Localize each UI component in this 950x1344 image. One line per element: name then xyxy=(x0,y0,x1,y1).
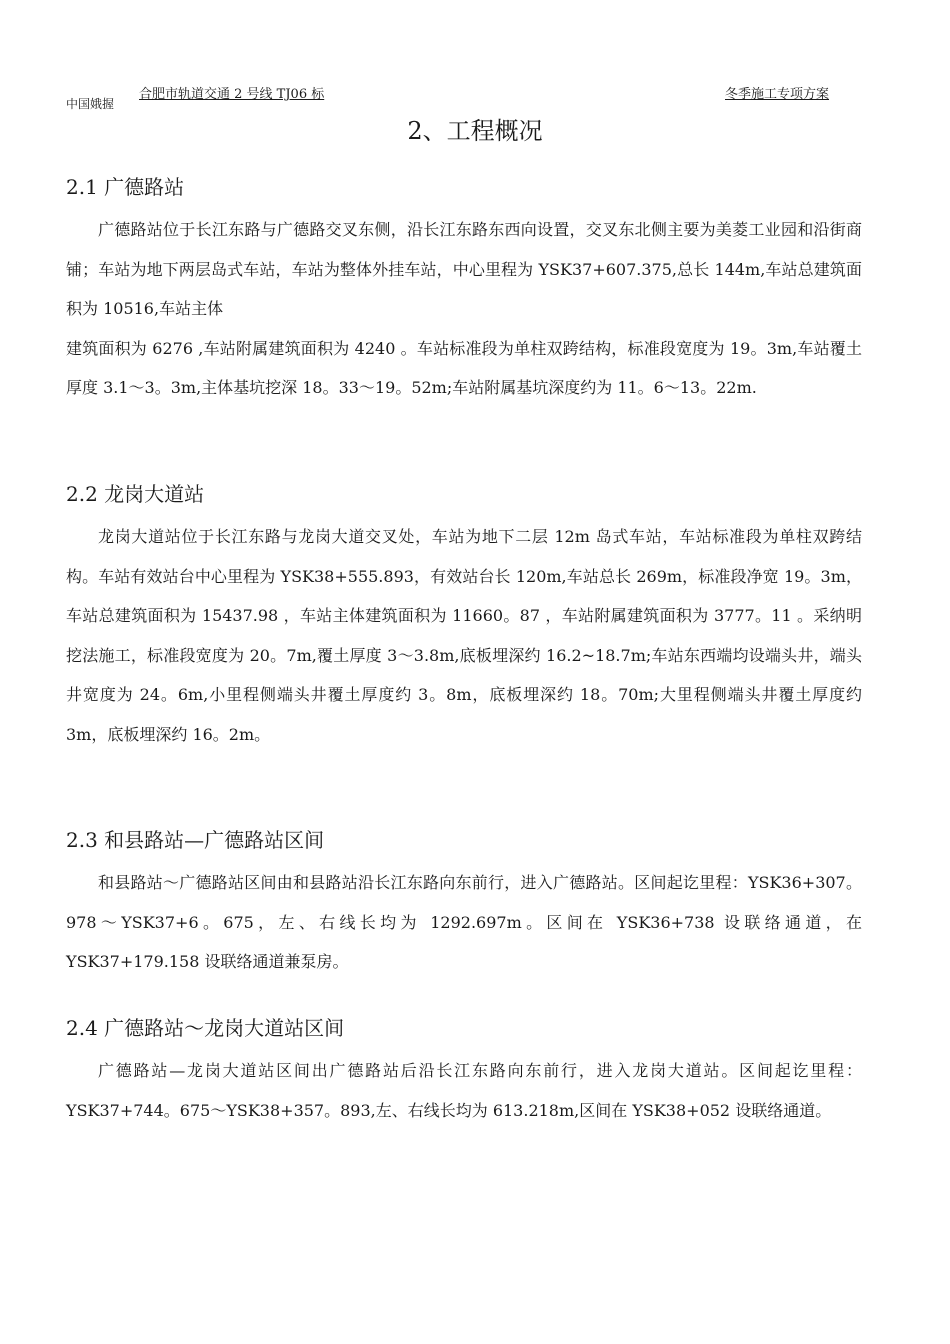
section-title: 2.4 广德路站〜龙岗大道站区间 xyxy=(66,1016,345,1040)
paragraph: 广德路站位于长江东路与广德路交叉东侧，沿长江东路东西向设置，交叉东北侧主要为美菱工业园和沿街商铺；车站为地下两层岛式车站，车站为整体外挂车站，中心里程为 YSK37+607.375,总长 144m,车站总建筑面积为 10516,车站主体 xyxy=(66,220,862,318)
header-project-name: 合肥市轨道交通 2 号线 TJ06 标 xyxy=(139,87,325,102)
paragraph: 龙岗大道站位于长江东路与龙岗大道交叉处，车站为地下二层 12m 岛式车站，车站标准段为单柱双跨结构。车站有效站台中心里程为 YSK38+555.893，有效站台长 120m,车站总长 269m，标准段净宽 19。3m，车站总建筑面积为 15437.98 ，车站主体建筑面积为 11660。87 ，车站附属建筑面积为 3777。11 。采纳明挖法施工，标准段宽度为 20。7m,覆土厚度 3〜3.8m,底板埋深约 16.2~18.7m;车站东西端均设端头井，端头井宽度为 24。6m,小里程侧端头井覆土厚度约 3。8m，底板埋深约 18。70m;大里程侧端头井覆土厚度约 3m，底板埋深约 16。2m。 xyxy=(66,527,862,744)
section-guangde-road-station xyxy=(66,172,862,408)
section-title: 2.2 龙岗大道站 xyxy=(66,482,205,506)
paragraph: 和县路站〜广德路站区间由和县路站沿长江东路向东前行，进入广德路站。区间起讫里程：YSK36+307。978〜YSK37+6。675，左、右线长均为 1292.697m。区间在 YSK36+738 设联络通道，在 YSK37+179.158 设联络通道兼泵房。 xyxy=(66,873,862,971)
section-longgang-avenue-station xyxy=(66,479,862,754)
section-title: 2.1 广德路站 xyxy=(66,175,185,199)
header-mark: 中国娥握 xyxy=(66,97,115,111)
paragraph: 广德路站—龙岗大道站区间出广德路站后沿长江东路向东前行，进入龙岗大道站。区间起讫里程：YSK37+744。675〜YSK38+357。893,左、右线长均为 613.218m,区间在 YSK38+052 设联络通道。 xyxy=(66,1061,862,1120)
header-document-type: 冬季施工专项方案 xyxy=(725,87,830,102)
section-guangde-longgang-interval xyxy=(66,1013,862,1130)
section-hexian-guangde-interval xyxy=(66,825,862,982)
page-title: 2、工程概况 xyxy=(407,117,543,145)
section-title: 2.3 和县路站—广德路站区间 xyxy=(66,828,325,852)
paragraph: 建筑面积为 6276 ,车站附属建筑面积为 4240 。车站标准段为单柱双跨结构，标准段宽度为 19。3m,车站覆土厚度 3.1〜3。3m,主体基坑挖深 18。33〜19。52m;车站附属基坑深度约为 11。6〜13。22m. xyxy=(66,338,862,397)
